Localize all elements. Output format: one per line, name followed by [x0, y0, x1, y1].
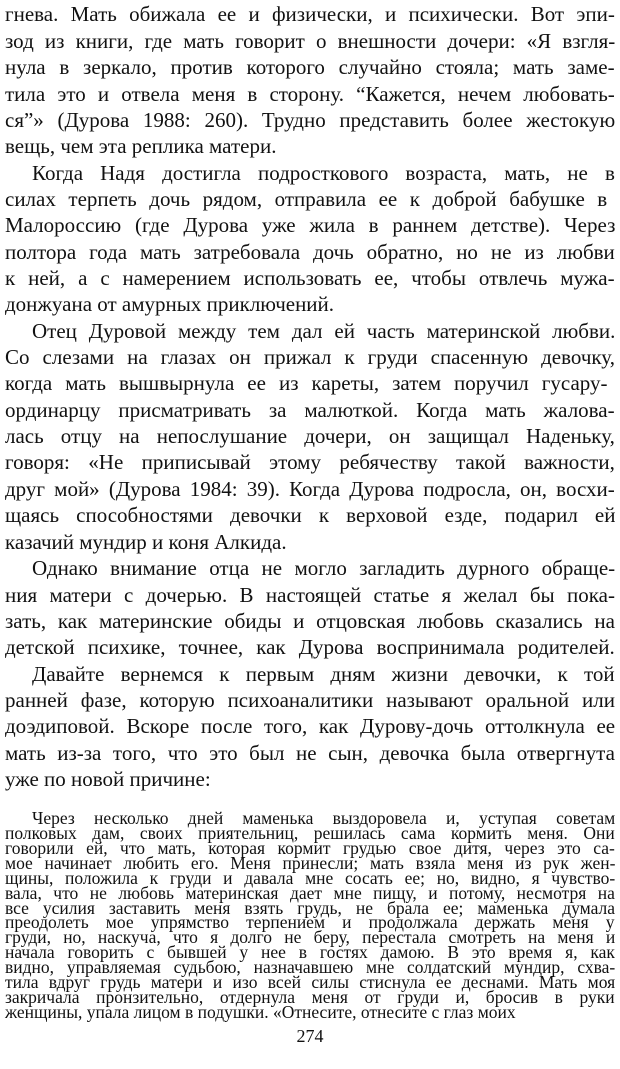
body-text-line: доэдиповой. Вскоре после того, как Дурову-дочь оттолкнула ее	[5, 714, 616, 738]
body-text-line: лась отцу на непослушание дочери, он защищал Наденьку,	[5, 424, 615, 448]
body-text-line: уже по новой причине:	[5, 767, 211, 791]
body-text-line: ся”» (Дурова 1988: 260). Трудно представить более жестокую	[5, 108, 616, 132]
body-text-line: Отец Дуровой между тем дал ей часть материнской любви.	[32, 319, 616, 343]
body-text-line: Однако внимание отца не могло загладить дурного обраще-	[32, 556, 616, 580]
page-number: 274	[296, 1026, 324, 1046]
body-text-line: силах терпеть дочь рядом, отправила ее к доброй бабушке в	[5, 187, 608, 211]
quote-text-line: Через несколько дней маменька выздоровела и, уступая советам	[32, 808, 616, 828]
body-text-line: щаясь способностями девочки к верховой езде, подарил ей	[5, 503, 616, 527]
quote-text-line: все усилия заставить меня взять грудь, не брала ее; маменька думала	[5, 897, 616, 918]
quote-text-line: вала, что не любовь материнская дает мне пищу, и потому, несмотря на	[5, 882, 615, 903]
quote-text-line: женщины, упала лицом в подушки. «Отнесите, отнесите с глаз моих	[5, 1002, 516, 1022]
body-text-line: ния матери с дочерью. В настоящей статье я желал бы пока-	[5, 583, 615, 607]
quote-text-line: видно, управляемая судьбою, назначавшею мне солдатский мундир, схва-	[5, 957, 616, 978]
body-text-line: тила это и отвела меня в сторону. “Кажется, нечем любовать-	[5, 82, 615, 106]
quote-text-line: полковых дам, своих приятельниц, решилась сама кормить меня. Они	[5, 822, 615, 843]
quote-text-line: начала говорить с бывшей у нее в гостях дамою. В это время я, как	[5, 942, 615, 963]
body-text-line: Давайте вернемся к первым дням жизни девочки, к той	[32, 662, 615, 686]
body-text-line: Со слезами на глазах он прижал к груди спасенную девочку,	[5, 345, 615, 369]
body-text-line: Когда Надя достигла подросткового возраста, мать, не в	[32, 161, 615, 185]
quote-text-line: груди, но, наскуча, что я долго не беру, перестала смотреть на меня и	[5, 927, 616, 948]
quote-text-line: преодолеть мое упрямство терпением и продолжала держать меня у	[5, 912, 615, 933]
body-text-line: друг мой» (Дурова 1984: 39). Когда Дурова подросла, он, восхи-	[5, 477, 615, 501]
body-text-line: зод из книги, где мать говорит о внешности дочери: «Я взгля-	[5, 29, 616, 53]
body-text-line: говоря: «Не приписывай этому ребячеству такой важности,	[5, 450, 615, 474]
body-text-line: Малороссию (где Дурова уже жила в раннем детстве). Через	[5, 213, 616, 237]
body-text-line: ранней фазе, которую психоаналитики называют оральной или	[5, 688, 615, 712]
body-text-line: казачий мундир и коня Алкида.	[5, 530, 287, 554]
body-text-line: гнева. Мать обижала ее и физически, и психически. Вот эпи-	[5, 2, 615, 26]
quote-text-line: щины, положила к груди и давала мне сосать ее; но, видно, я чувство-	[5, 867, 616, 888]
body-text-line: к ней, а с намерением использовать ее, чтобы отвлечь мужа-	[5, 266, 615, 290]
body-text-line: полтора года мать затребовала дочь обратно, но не из любви	[5, 240, 615, 264]
body-text-line: мать из-за того, что это был не сын, девочка была отвергнута	[5, 741, 615, 765]
body-text-line: детской психике, точнее, как Дурова воспринимала родителей.	[5, 635, 615, 659]
body-text-line: ординарцу присматривать за малюткой. Когда мать жалова-	[5, 398, 615, 422]
quote-text-line: тила вдруг грудь матери и изо всей силы стиснула ее деснами. Мать моя	[5, 972, 616, 993]
body-text-line: нула в зеркало, против которого случайно стояла; мать заме-	[5, 55, 615, 79]
body-text-line: когда мать вышвырнула ее из кареты, затем поручил гусару-	[5, 371, 608, 395]
body-text-line: донжуана от амурных приключений.	[5, 292, 335, 316]
body-text-line: зать, как материнские обиды и отцовская любовь сказались на	[5, 609, 615, 633]
quote-text-line: закричала пронзительно, отдернула меня от груди и, бросив в руки	[5, 987, 615, 1008]
quote-text-line: мое начинает любить его. Меня принесли; мать взяла меня из рук жен-	[5, 852, 616, 873]
quote-text-line: говорили ей, что мать, которая кормит грудью свое дитя, через это са-	[5, 837, 615, 858]
body-text-line: вещь, чем эта реплика матери.	[5, 134, 277, 158]
